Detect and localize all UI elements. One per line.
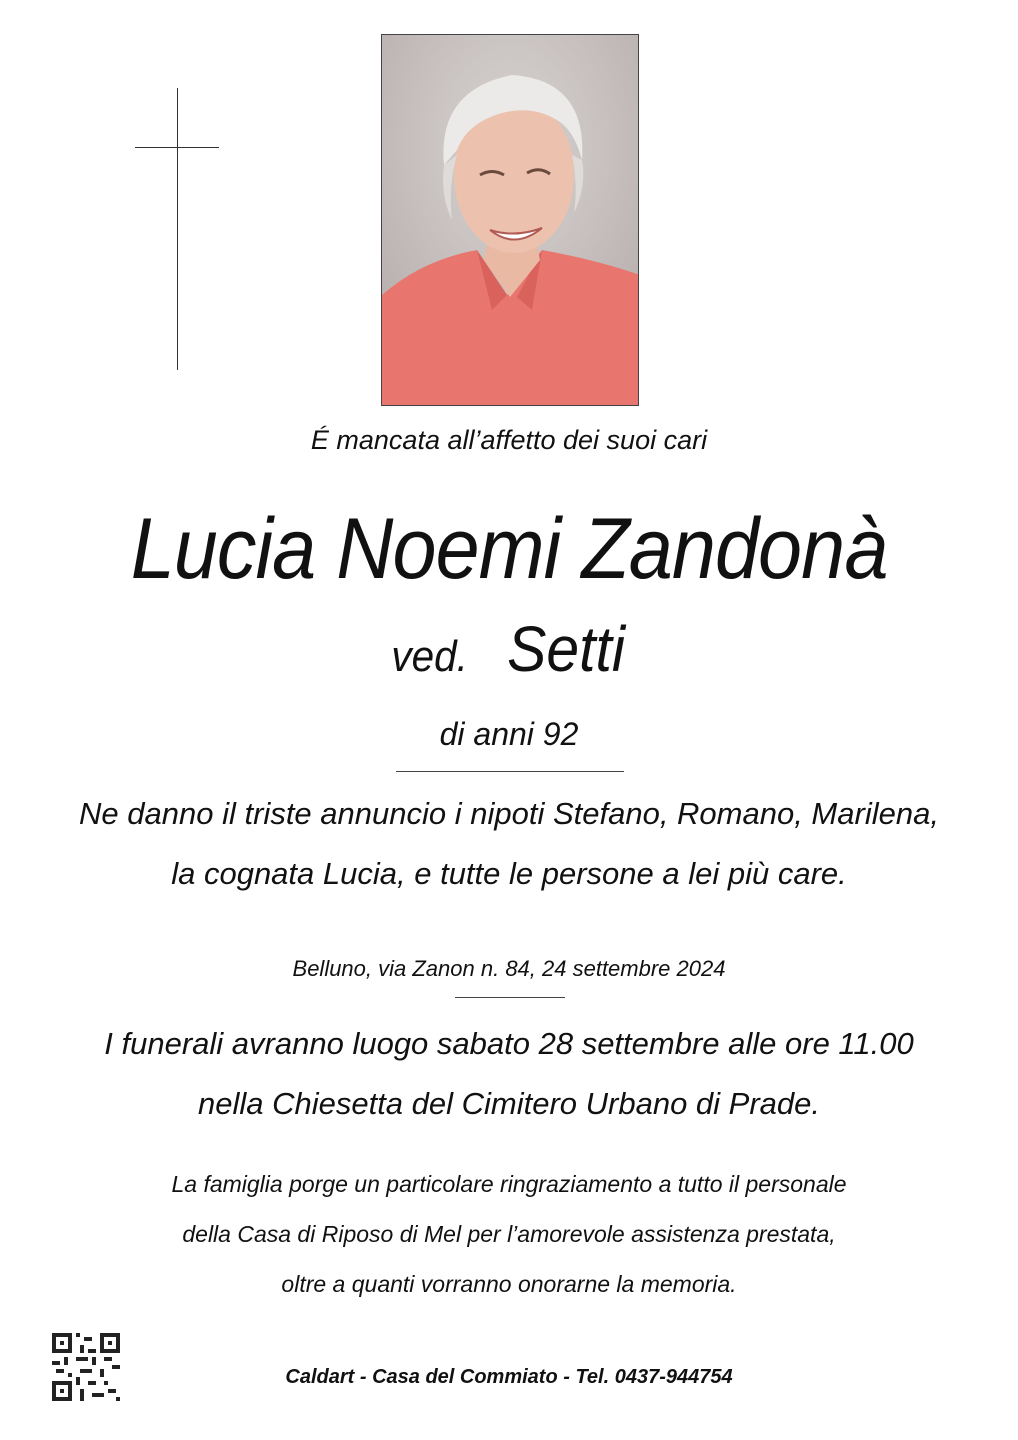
portrait-photo <box>381 34 639 406</box>
divider <box>396 771 624 772</box>
thanks-line: La famiglia porge un particolare ringraziamento a tutto il personale <box>171 1171 847 1197</box>
thanks-line: della Casa di Riposo di Mel per l’amorevole assistenza prestata, <box>182 1221 836 1247</box>
thanks-line: oltre a quanti vorranno onorarne la memoria. <box>281 1271 737 1297</box>
announcement-line: Ne danno il triste annuncio i nipoti Stefano, Romano, Marilena, <box>79 796 939 831</box>
deceased-name: Lucia Noemi Zandonà <box>130 501 888 597</box>
married-name-row <box>0 612 1018 686</box>
footer-contact: Caldart - Casa del Commiato - Tel. 0437-944754 <box>285 1366 733 1388</box>
divider <box>455 997 565 998</box>
funeral-line: nella Chiesetta del Cimitero Urbano di Prade. <box>197 1086 821 1121</box>
married-name: Setti <box>506 613 625 685</box>
portrait-illustration <box>382 35 639 406</box>
intro-text: É mancata all’affetto dei suoi cari <box>310 425 708 455</box>
announcement-line: la cognata Lucia, e tutte le persone a lei più care. <box>171 856 847 891</box>
age-text: di anni 92 <box>439 716 579 752</box>
cross-icon-bar <box>135 147 219 148</box>
cross-icon <box>177 88 178 370</box>
place-date: Belluno, via Zanon n. 84, 24 settembre 2024 <box>292 956 726 981</box>
ved-label: ved. <box>391 632 469 681</box>
funeral-line: I funerali avranno luogo sabato 28 settembre alle ore 11.00 <box>104 1026 914 1061</box>
